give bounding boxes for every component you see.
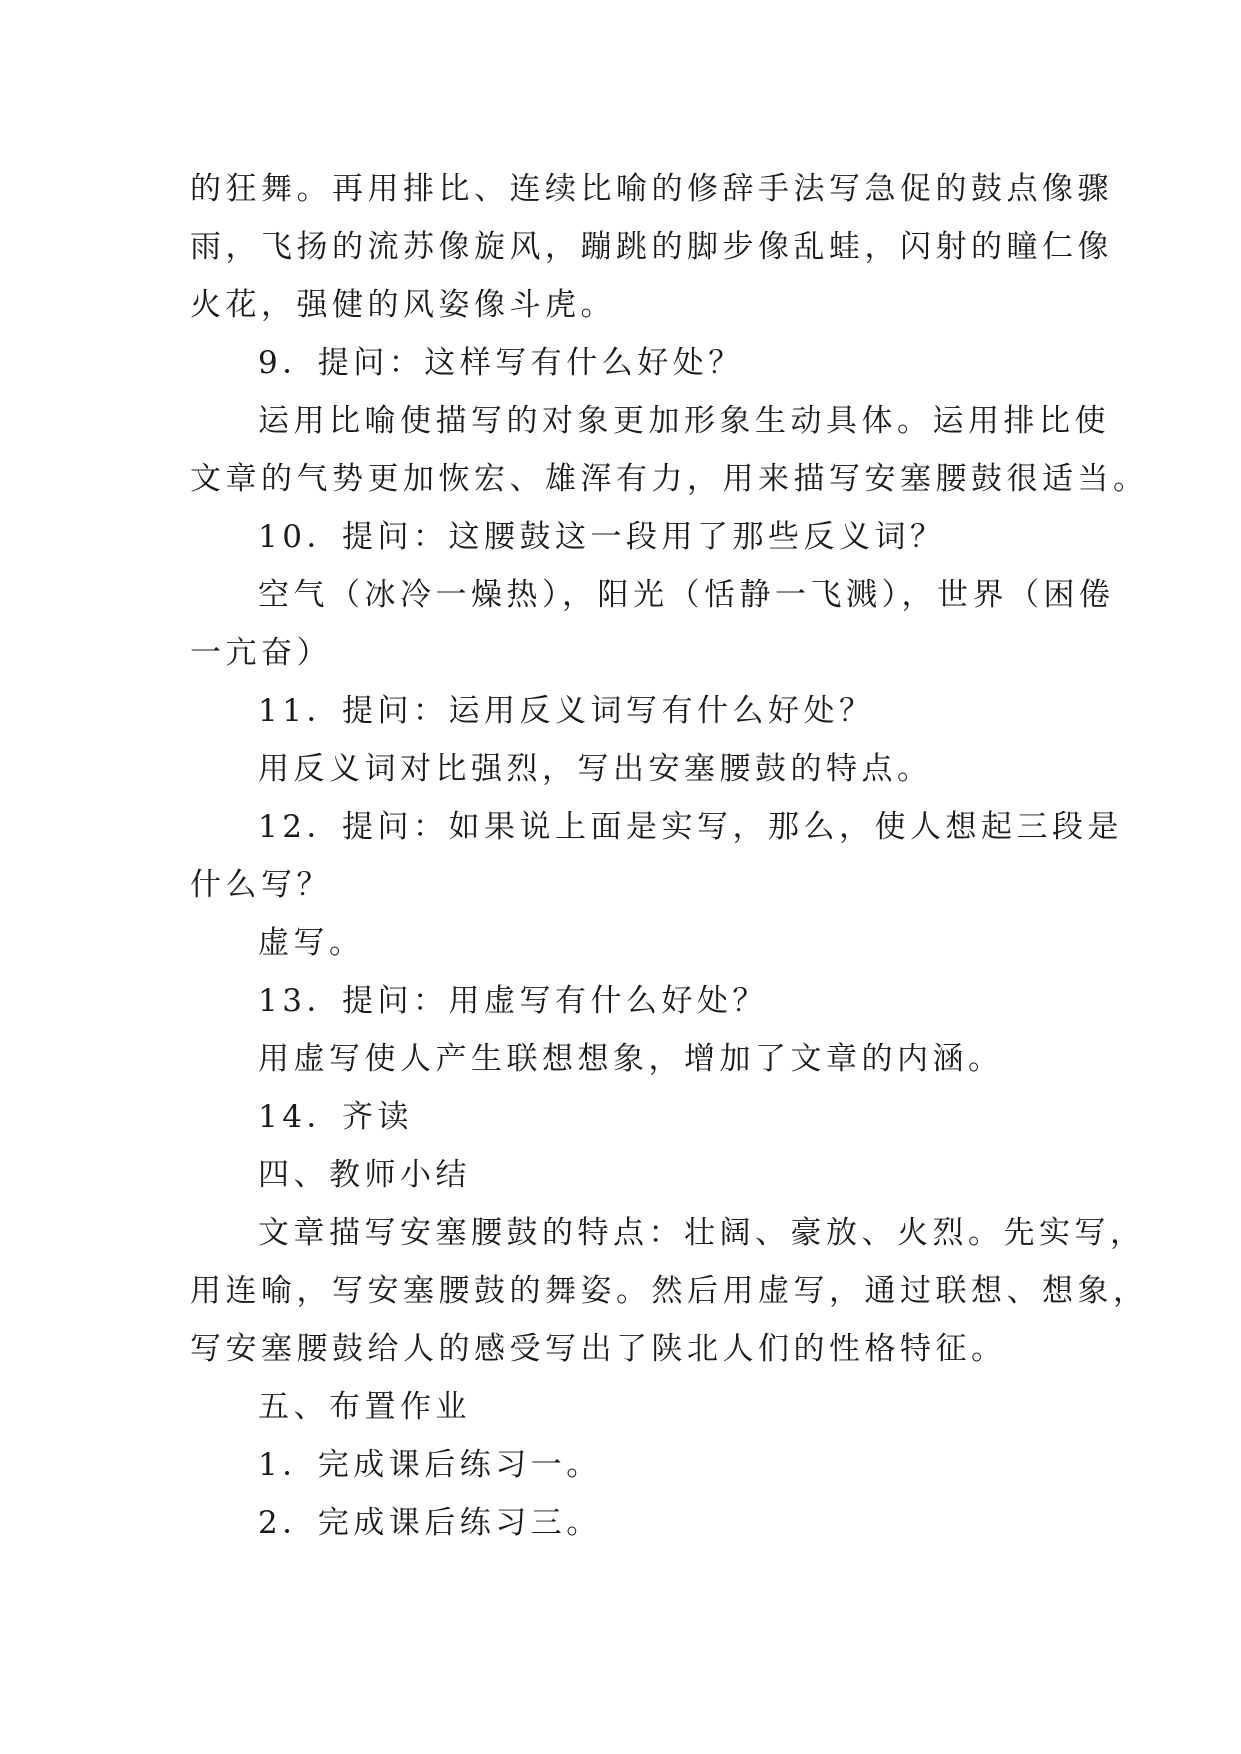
homework-item: 1．完成课后练习一。 xyxy=(258,1447,602,1483)
homework-item: 2．完成课后练习三。 xyxy=(258,1505,602,1541)
answer-line: 一亢奋） xyxy=(190,635,332,671)
section-heading: 四、教师小结 xyxy=(258,1157,471,1193)
summary-line: 写安塞腰鼓给人的感受写出了陕北人们的性格特征。 xyxy=(190,1331,1007,1367)
answer-line: 用虚写使人产生联想想象，增加了文章的内涵。 xyxy=(258,1041,1004,1077)
answer-line: 文章的气势更加恢宏、雄浑有力，用来描写安塞腰鼓很适当。 xyxy=(190,461,1149,497)
document-page xyxy=(190,160,1149,1552)
answer-line: 虚写。 xyxy=(258,925,365,961)
step-line: 14．齐读 xyxy=(258,1099,413,1135)
text-line: 的狂舞。再用排比、连续比喻的修辞手法写急促的鼓点像骤 xyxy=(190,171,1113,207)
text-line: 火花，强健的风姿像斗虎。 xyxy=(190,287,616,323)
answer-line: 运用比喻使描写的对象更加形象生动具体。运用排比使 xyxy=(258,403,1110,439)
question-line: 什么写？ xyxy=(190,867,332,903)
section-heading: 五、布置作业 xyxy=(258,1389,471,1425)
question-line: 10．提问：这腰鼓这一段用了那些反义词？ xyxy=(258,519,946,555)
question-line: 13．提问：用虚写有什么好处？ xyxy=(258,983,768,1019)
answer-line: 用反义词对比强烈，写出安塞腰鼓的特点。 xyxy=(258,751,933,787)
question-line: 12．提问：如果说上面是实写，那么，使人想起三段是 xyxy=(258,809,1123,845)
question-line: 9．提问：这样写有什么好处？ xyxy=(258,345,744,381)
question-line: 11．提问：运用反义词写有什么好处？ xyxy=(258,693,875,729)
text-line: 雨，飞扬的流苏像旋风，蹦跳的脚步像乱蛙，闪射的瞳仁像 xyxy=(190,229,1113,265)
answer-line: 空气（冰冷一燥热），阳光（恬静一飞溅），世界（困倦 xyxy=(258,577,1115,613)
summary-line: 用连喻，写安塞腰鼓的舞姿。然后用虚写，通过联想、想象， xyxy=(190,1273,1149,1309)
summary-line: 文章描写安塞腰鼓的特点：壮阔、豪放、火烈。先实写， xyxy=(258,1215,1146,1251)
